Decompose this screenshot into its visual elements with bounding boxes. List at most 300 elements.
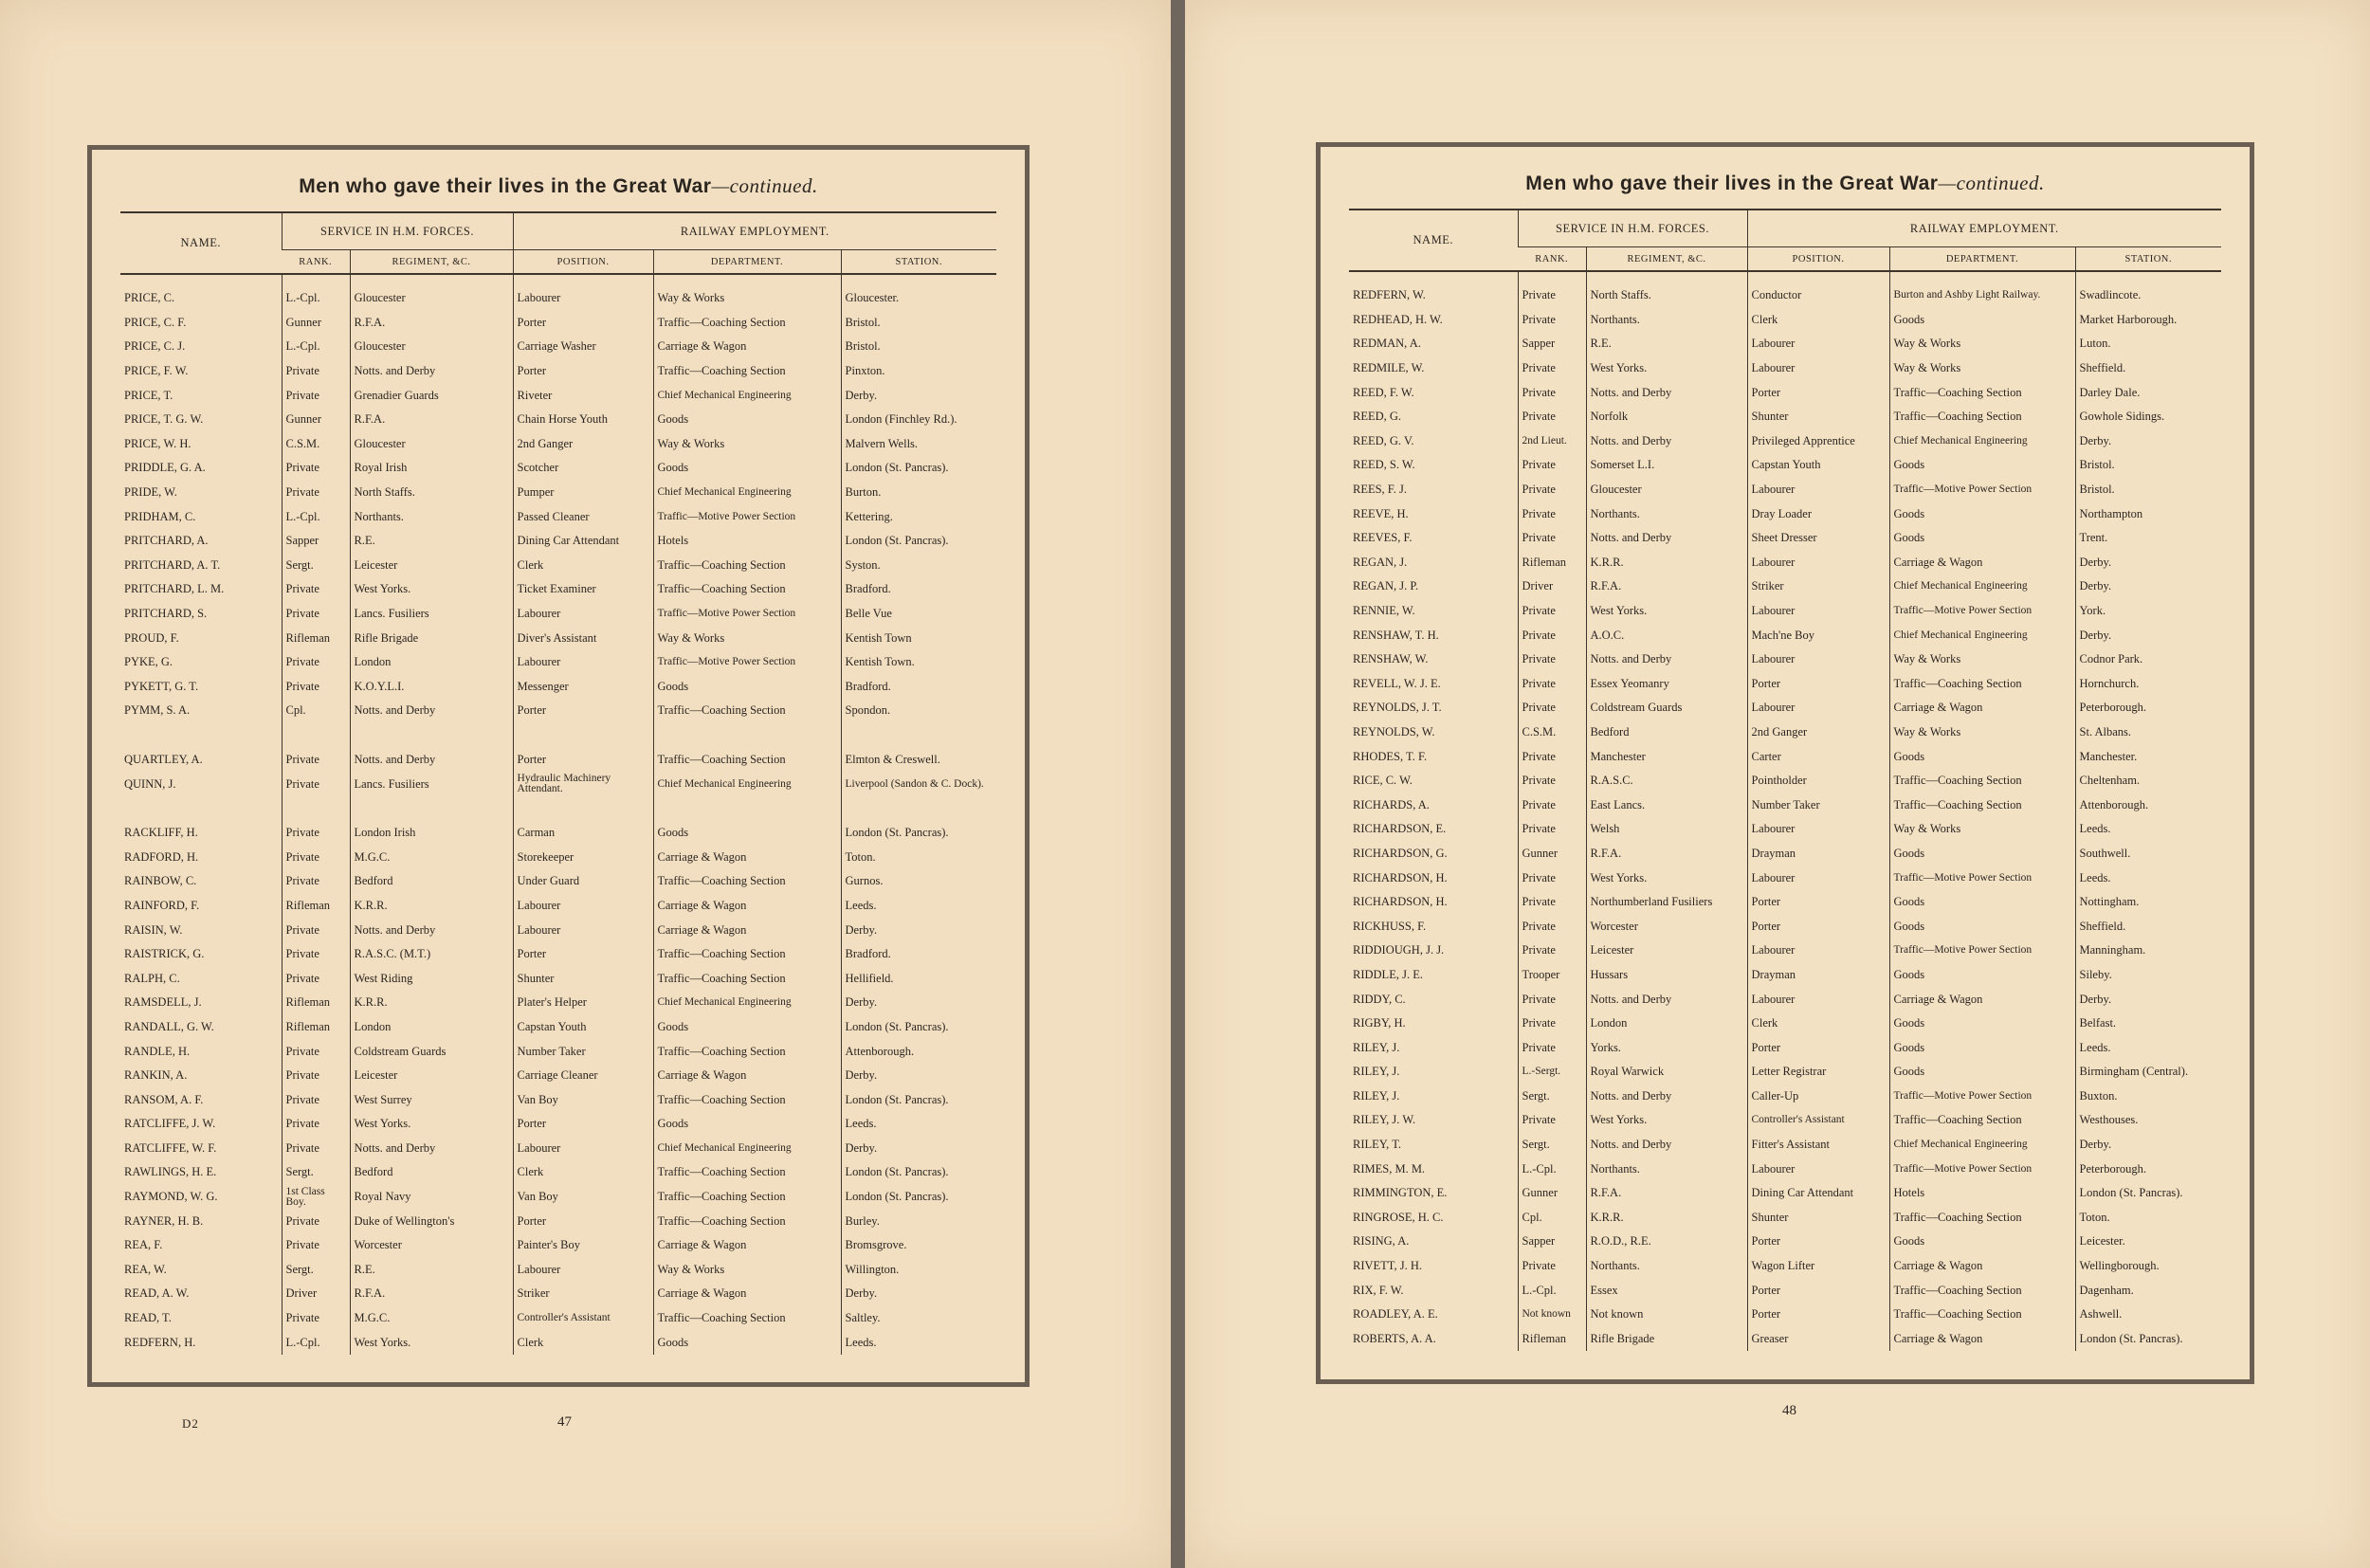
regiment-cell: West Yorks. xyxy=(1586,599,1747,624)
department-cell: Traffic—Coaching Section xyxy=(1889,1303,2075,1327)
position-cell: Plater's Helper xyxy=(513,991,653,1015)
station-cell: Leeds. xyxy=(841,1112,996,1137)
department-cell: Traffic—Coaching Section xyxy=(653,554,841,578)
rank-cell: Private xyxy=(1518,672,1586,697)
rank-cell: Private xyxy=(282,1306,350,1331)
table-row xyxy=(120,894,996,919)
position-cell: Porter xyxy=(1747,1278,1889,1303)
position-cell: Labourer xyxy=(1747,866,1889,890)
table-row xyxy=(1349,1157,2221,1181)
name-cell: REEVE, H. xyxy=(1353,506,1409,520)
station-cell: Derby. xyxy=(841,991,996,1015)
table-row xyxy=(1349,1060,2221,1085)
regiment-cell: West Yorks. xyxy=(1586,1108,1747,1133)
station-cell: London (St. Pancras). xyxy=(841,1185,996,1210)
col-department-header: DEPARTMENT. xyxy=(653,250,841,275)
rank-cell: Private xyxy=(282,942,350,967)
department-cell: Burton and Ashby Light Railway. xyxy=(1889,271,2075,308)
name-cell: PYMM, S. A. xyxy=(124,703,191,718)
name-cell: READ, T. xyxy=(124,1311,172,1325)
station-cell: Malvern Wells. xyxy=(841,432,996,457)
rank-cell: C.S.M. xyxy=(282,432,350,457)
position-cell: Clerk xyxy=(1747,1012,1889,1036)
position-cell: Porter xyxy=(1747,890,1889,915)
table-row xyxy=(120,1137,996,1161)
rank-cell: Private xyxy=(1518,647,1586,672)
table-row xyxy=(1349,551,2221,575)
station-cell: Buxton. xyxy=(2075,1085,2221,1109)
station-cell: Derby. xyxy=(2075,574,2221,599)
regiment-cell: Bedford xyxy=(1586,720,1747,745)
table-row xyxy=(1349,817,2221,842)
table-row xyxy=(120,408,996,432)
station-cell: Darley Dale. xyxy=(2075,380,2221,405)
name-cell: REED, F. W. xyxy=(1353,385,1414,399)
table-row xyxy=(1349,1181,2221,1206)
name-cell: RANKIN, A. xyxy=(124,1068,188,1083)
table-row xyxy=(1349,1012,2221,1036)
rank-cell: Private xyxy=(1518,817,1586,842)
regiment-cell: Notts. and Derby xyxy=(350,748,513,773)
name-cell: RIDDY, C. xyxy=(1353,992,1406,1006)
table-row xyxy=(1349,647,2221,672)
position-cell: Greaser xyxy=(1747,1327,1889,1352)
station-cell: Bristol. xyxy=(841,311,996,336)
regiment-cell: London xyxy=(350,650,513,675)
regiment-cell: Notts. and Derby xyxy=(350,699,513,723)
regiment-cell: R.F.A. xyxy=(1586,842,1747,866)
station-cell: Bradford. xyxy=(841,675,996,700)
station-cell: Ashwell. xyxy=(2075,1303,2221,1327)
position-cell: Shunter xyxy=(1747,405,1889,429)
department-cell: Goods xyxy=(1889,1012,2075,1036)
name-cell: REDMILE, W. xyxy=(1353,361,1425,375)
position-cell: Wagon Lifter xyxy=(1747,1254,1889,1279)
name-cell: PRITCHARD, A. T. xyxy=(124,557,221,572)
table-row xyxy=(1349,744,2221,769)
department-cell: Way & Works xyxy=(653,626,841,650)
station-cell: Northampton xyxy=(2075,501,2221,526)
name-cell: RAYNER, H. B. xyxy=(124,1213,204,1228)
regiment-cell: Yorks. xyxy=(1586,1035,1747,1060)
table-row xyxy=(120,845,996,869)
position-cell: Capstan Youth xyxy=(1747,453,1889,478)
col-name-header: NAME. xyxy=(120,212,282,274)
department-cell: Goods xyxy=(1889,890,2075,915)
station-cell: Willington. xyxy=(841,1258,996,1283)
regiment-cell: Rifle Brigade xyxy=(1586,1327,1747,1352)
table-row xyxy=(120,359,996,384)
name-cell: RANSOM, A. F. xyxy=(124,1092,204,1106)
department-cell: Carriage & Wagon xyxy=(653,894,841,919)
col-rank-header: RANK. xyxy=(1518,247,1586,272)
name-cell: REA, F. xyxy=(124,1238,163,1252)
table-row xyxy=(120,1233,996,1258)
position-cell: Porter xyxy=(513,1209,653,1233)
table-row xyxy=(1349,987,2221,1012)
left-page xyxy=(0,0,1171,1568)
station-cell: Derby. xyxy=(841,918,996,942)
station-cell: Attenborough. xyxy=(2075,793,2221,817)
department-cell: Way & Works xyxy=(1889,817,2075,842)
station-cell: Belfast. xyxy=(2075,1012,2221,1036)
regiment-cell: R.F.A. xyxy=(1586,1181,1747,1206)
rank-cell: Private xyxy=(282,1087,350,1112)
rank-cell: Rifleman xyxy=(282,991,350,1015)
name-cell: PRICE, C. F. xyxy=(124,315,187,329)
station-cell: London (St. Pancras). xyxy=(841,529,996,554)
rank-cell: Private xyxy=(1518,501,1586,526)
station-cell: Market Harborough. xyxy=(2075,308,2221,333)
station-cell: London (Finchley Rd.). xyxy=(841,408,996,432)
table-row xyxy=(120,1112,996,1137)
station-cell: Gurnos. xyxy=(841,869,996,894)
table-row xyxy=(120,335,996,359)
table-row xyxy=(120,554,996,578)
name-cell: RILEY, J. xyxy=(1353,1088,1400,1103)
rank-cell: Private xyxy=(1518,623,1586,647)
station-cell: London (St. Pancras). xyxy=(841,1015,996,1040)
table-row xyxy=(120,966,996,991)
rank-cell: Cpl. xyxy=(1518,1206,1586,1231)
table-row xyxy=(120,529,996,554)
department-cell: Way & Works xyxy=(1889,647,2075,672)
rank-cell: Private xyxy=(282,1064,350,1088)
page-number-left: 47 xyxy=(557,1414,572,1430)
gap-cell xyxy=(841,796,996,821)
rank-cell: L.-Sergt. xyxy=(1518,1060,1586,1085)
name-cell: REDFERN, H. xyxy=(124,1335,196,1349)
station-cell: Kentish Town xyxy=(841,626,996,650)
col-service-header: SERVICE IN H.M. FORCES. xyxy=(1518,210,1747,247)
regiment-cell: R.A.S.C. (M.T.) xyxy=(350,942,513,967)
regiment-cell: Hussars xyxy=(1586,963,1747,988)
position-cell: Labourer xyxy=(1747,987,1889,1012)
position-cell: Shunter xyxy=(513,966,653,991)
regiment-cell: Notts. and Derby xyxy=(1586,380,1747,405)
table-row xyxy=(120,942,996,967)
table-row xyxy=(1349,939,2221,963)
position-cell: Porter xyxy=(513,1112,653,1137)
table-row xyxy=(120,481,996,505)
department-cell: Hotels xyxy=(653,529,841,554)
position-cell: Labourer xyxy=(513,1258,653,1283)
name-cell: ROBERTS, A. A. xyxy=(1353,1331,1436,1345)
regiment-cell: K.R.R. xyxy=(1586,551,1747,575)
rank-cell: Sergt. xyxy=(282,554,350,578)
rank-cell: Sergt. xyxy=(282,1160,350,1185)
position-cell: Porter xyxy=(513,942,653,967)
table-row xyxy=(1349,574,2221,599)
position-cell: Labourer xyxy=(513,894,653,919)
rank-cell: Private xyxy=(282,1039,350,1064)
position-cell: Labourer xyxy=(1747,647,1889,672)
position-cell: Hydraulic Machinery Attendant. xyxy=(513,772,653,796)
department-cell: Carriage & Wagon xyxy=(1889,987,2075,1012)
name-cell: RIDDLE, J. E. xyxy=(1353,967,1423,981)
rank-cell: Private xyxy=(1518,478,1586,502)
name-cell: ROADLEY, A. E. xyxy=(1353,1307,1438,1322)
position-cell: Labourer xyxy=(1747,356,1889,381)
rank-cell: 1st Class Boy. xyxy=(282,1185,350,1210)
name-cell: PRITCHARD, S. xyxy=(124,607,208,621)
department-cell: Way & Works xyxy=(1889,332,2075,356)
department-cell: Traffic—Coaching Section xyxy=(653,748,841,773)
department-cell: Chief Mechanical Engineering xyxy=(1889,429,2075,454)
regiment-cell: A.O.C. xyxy=(1586,623,1747,647)
rank-cell: Private xyxy=(1518,599,1586,624)
station-cell: Hellifield. xyxy=(841,966,996,991)
name-cell: REA, W. xyxy=(124,1262,167,1276)
table-row xyxy=(120,1185,996,1210)
regiment-cell: Notts. and Derby xyxy=(1586,526,1747,551)
station-cell: Leicester. xyxy=(2075,1230,2221,1254)
position-cell: Clerk xyxy=(513,1330,653,1355)
name-cell: PRIDE, W. xyxy=(124,485,177,500)
position-cell: Shunter xyxy=(1747,1206,1889,1231)
position-cell: Labourer xyxy=(1747,332,1889,356)
station-cell: Sileby. xyxy=(2075,963,2221,988)
rank-cell: Private xyxy=(282,1137,350,1161)
name-cell: RATCLIFFE, J. W. xyxy=(124,1117,216,1131)
station-cell: Bromsgrove. xyxy=(841,1233,996,1258)
station-cell: Toton. xyxy=(2075,1206,2221,1231)
department-cell: Carriage & Wagon xyxy=(653,1233,841,1258)
name-cell: RACKLIFF, H. xyxy=(124,826,198,840)
position-cell: Porter xyxy=(1747,672,1889,697)
position-cell: Riveter xyxy=(513,383,653,408)
regiment-cell: Norfolk xyxy=(1586,405,1747,429)
table-row xyxy=(120,991,996,1015)
department-cell: Traffic—Coaching Section xyxy=(653,359,841,384)
rank-cell: Private xyxy=(282,821,350,846)
station-cell: Liverpool (Sandon & C. Dock). xyxy=(841,772,996,796)
col-service-header: SERVICE IN H.M. FORCES. xyxy=(282,212,513,250)
regiment-cell: Notts. and Derby xyxy=(350,1137,513,1161)
regiment-cell: R.O.D., R.E. xyxy=(1586,1230,1747,1254)
table-row xyxy=(1349,623,2221,647)
station-cell: Nottingham. xyxy=(2075,890,2221,915)
table-row xyxy=(1349,769,2221,793)
rank-cell: Private xyxy=(1518,1035,1586,1060)
station-cell: Bradford. xyxy=(841,577,996,602)
station-cell: Spondon. xyxy=(841,699,996,723)
name-cell: RHODES, T. F. xyxy=(1353,749,1428,763)
table-row xyxy=(120,1039,996,1064)
table-row xyxy=(1349,478,2221,502)
station-cell: Codnor Park. xyxy=(2075,647,2221,672)
name-cell: QUINN, J. xyxy=(124,776,176,791)
department-cell: Goods xyxy=(1889,1230,2075,1254)
regiment-cell: Gloucester xyxy=(350,335,513,359)
rank-cell: Sergt. xyxy=(1518,1133,1586,1158)
position-cell: Conductor xyxy=(1747,271,1889,308)
station-cell: Leeds. xyxy=(2075,1035,2221,1060)
department-cell: Traffic—Coaching Section xyxy=(653,577,841,602)
position-cell: Porter xyxy=(1747,914,1889,939)
roll-rows-right xyxy=(1349,271,2221,1351)
position-cell: Pointholder xyxy=(1747,769,1889,793)
name-cell: RIMES, M. M. xyxy=(1353,1161,1426,1176)
position-cell: Labourer xyxy=(513,274,653,311)
position-cell: Under Guard xyxy=(513,869,653,894)
position-cell: Labourer xyxy=(1747,817,1889,842)
station-cell: Cheltenham. xyxy=(2075,769,2221,793)
department-cell: Goods xyxy=(653,408,841,432)
position-cell: Sheet Dresser xyxy=(1747,526,1889,551)
position-cell: Messenger xyxy=(513,675,653,700)
rank-cell: Private xyxy=(282,966,350,991)
position-cell: 2nd Ganger xyxy=(1747,720,1889,745)
position-cell: Painter's Boy xyxy=(513,1233,653,1258)
position-cell: Labourer xyxy=(513,1137,653,1161)
table-row xyxy=(120,602,996,627)
table-row xyxy=(120,821,996,846)
table-row xyxy=(120,772,996,796)
regiment-cell: East Lancs. xyxy=(1586,793,1747,817)
regiment-cell: Not known xyxy=(1586,1303,1747,1327)
department-cell: Chief Mechanical Engineering xyxy=(1889,574,2075,599)
table-row xyxy=(120,1015,996,1040)
name-cell: RIX, F. W. xyxy=(1353,1283,1404,1297)
department-cell: Traffic—Motive Power Section xyxy=(653,504,841,529)
name-cell: REED, G. xyxy=(1353,410,1402,424)
name-cell: RAYMOND, W. G. xyxy=(124,1190,218,1204)
rank-cell: Private xyxy=(282,748,350,773)
rank-cell: Private xyxy=(1518,866,1586,890)
department-cell: Traffic—Coaching Section xyxy=(1889,793,2075,817)
rank-cell: Rifleman xyxy=(282,626,350,650)
name-cell: RICHARDSON, H. xyxy=(1353,895,1448,909)
department-cell: Chief Mechanical Engineering xyxy=(1889,623,2075,647)
rank-cell: Rifleman xyxy=(282,894,350,919)
table-row xyxy=(120,1087,996,1112)
station-cell: Leeds. xyxy=(2075,817,2221,842)
gap-cell xyxy=(653,723,841,748)
regiment-cell: Northants. xyxy=(1586,1254,1747,1279)
department-cell: Traffic—Coaching Section xyxy=(653,942,841,967)
name-cell: PRICE, C. J. xyxy=(124,339,186,354)
table-row xyxy=(1349,356,2221,381)
table-row xyxy=(1349,866,2221,890)
station-cell: Kettering. xyxy=(841,504,996,529)
station-cell: St. Albans. xyxy=(2075,720,2221,745)
position-cell: Chain Horse Youth xyxy=(513,408,653,432)
regiment-cell: Gloucester xyxy=(1586,478,1747,502)
department-cell: Chief Mechanical Engineering xyxy=(1889,1133,2075,1158)
regiment-cell: Rifle Brigade xyxy=(350,626,513,650)
table-row xyxy=(1349,405,2221,429)
table-row xyxy=(120,1330,996,1355)
department-cell: Goods xyxy=(653,1015,841,1040)
regiment-cell: Leicester xyxy=(350,1064,513,1088)
table-row xyxy=(120,1160,996,1185)
regiment-cell: R.F.A. xyxy=(350,1282,513,1306)
rank-cell: Sapper xyxy=(1518,332,1586,356)
regiment-cell: Grenadier Guards xyxy=(350,383,513,408)
table-row xyxy=(120,311,996,336)
name-cell: PRIDHAM, C. xyxy=(124,509,196,523)
station-cell: London (St. Pancras). xyxy=(2075,1181,2221,1206)
department-cell: Goods xyxy=(1889,842,2075,866)
department-cell: Chief Mechanical Engineering xyxy=(653,481,841,505)
name-cell: RIGBY, H. xyxy=(1353,1016,1406,1030)
position-cell: Clerk xyxy=(513,554,653,578)
regiment-cell: Northants. xyxy=(350,504,513,529)
rank-cell: Driver xyxy=(282,1282,350,1306)
station-cell: London (St. Pancras). xyxy=(841,1087,996,1112)
station-cell: Derby. xyxy=(2075,551,2221,575)
department-cell: Goods xyxy=(653,456,841,481)
regiment-cell: Worcester xyxy=(350,1233,513,1258)
name-cell: RILEY, J. xyxy=(1353,1040,1400,1054)
regiment-cell: West Surrey xyxy=(350,1087,513,1112)
station-cell: Leeds. xyxy=(841,894,996,919)
regiment-cell: Royal Irish xyxy=(350,456,513,481)
table-row xyxy=(1349,380,2221,405)
department-cell: Goods xyxy=(1889,744,2075,769)
department-cell: Goods xyxy=(1889,308,2075,333)
position-cell: Carriage Cleaner xyxy=(513,1064,653,1088)
regiment-cell: Notts. and Derby xyxy=(1586,647,1747,672)
regiment-cell: Essex xyxy=(1586,1278,1747,1303)
name-cell: RENSHAW, T. H. xyxy=(1353,628,1439,642)
position-cell: Clerk xyxy=(1747,308,1889,333)
rank-cell: Private xyxy=(1518,696,1586,720)
station-cell: Attenborough. xyxy=(841,1039,996,1064)
department-cell: Goods xyxy=(1889,526,2075,551)
position-cell: Pumper xyxy=(513,481,653,505)
rank-cell: Sapper xyxy=(282,529,350,554)
department-cell: Way & Works xyxy=(1889,356,2075,381)
col-station-header: STATION. xyxy=(2075,247,2221,272)
rank-cell: Private xyxy=(282,481,350,505)
table-row xyxy=(120,274,996,311)
station-cell: Leeds. xyxy=(841,1330,996,1355)
name-cell: PROUD, F. xyxy=(124,630,179,645)
department-cell: Way & Works xyxy=(1889,720,2075,745)
table-row xyxy=(1349,271,2221,308)
rank-cell: Private xyxy=(1518,405,1586,429)
book-gutter xyxy=(1171,0,1185,1568)
name-cell: PRICE, T. xyxy=(124,388,173,402)
table-row xyxy=(120,1258,996,1283)
rank-cell: 2nd Lieut. xyxy=(1518,429,1586,454)
station-cell: London (St. Pancras). xyxy=(841,1160,996,1185)
name-cell: REYNOLDS, W. xyxy=(1353,724,1435,738)
rank-cell: Private xyxy=(1518,308,1586,333)
rank-cell: Private xyxy=(282,1233,350,1258)
col-name-header: NAME. xyxy=(1349,210,1518,271)
regiment-cell: West Yorks. xyxy=(1586,866,1747,890)
regiment-cell: K.R.R. xyxy=(350,991,513,1015)
regiment-cell: Notts. and Derby xyxy=(350,918,513,942)
table-row xyxy=(120,577,996,602)
name-cell: RINGROSE, H. C. xyxy=(1353,1210,1444,1224)
department-cell: Traffic—Coaching Section xyxy=(1889,1108,2075,1133)
station-cell: Bradford. xyxy=(841,942,996,967)
col-department-header: DEPARTMENT. xyxy=(1889,247,2075,272)
station-cell: Leeds. xyxy=(2075,866,2221,890)
regiment-cell: London xyxy=(350,1015,513,1040)
station-cell: London (St. Pancras). xyxy=(2075,1327,2221,1352)
regiment-cell: Notts. and Derby xyxy=(1586,429,1747,454)
rank-cell: Rifleman xyxy=(1518,1327,1586,1352)
position-cell: Carman xyxy=(513,821,653,846)
position-cell: Van Boy xyxy=(513,1185,653,1210)
department-cell: Way & Works xyxy=(653,432,841,457)
position-cell: Porter xyxy=(513,311,653,336)
